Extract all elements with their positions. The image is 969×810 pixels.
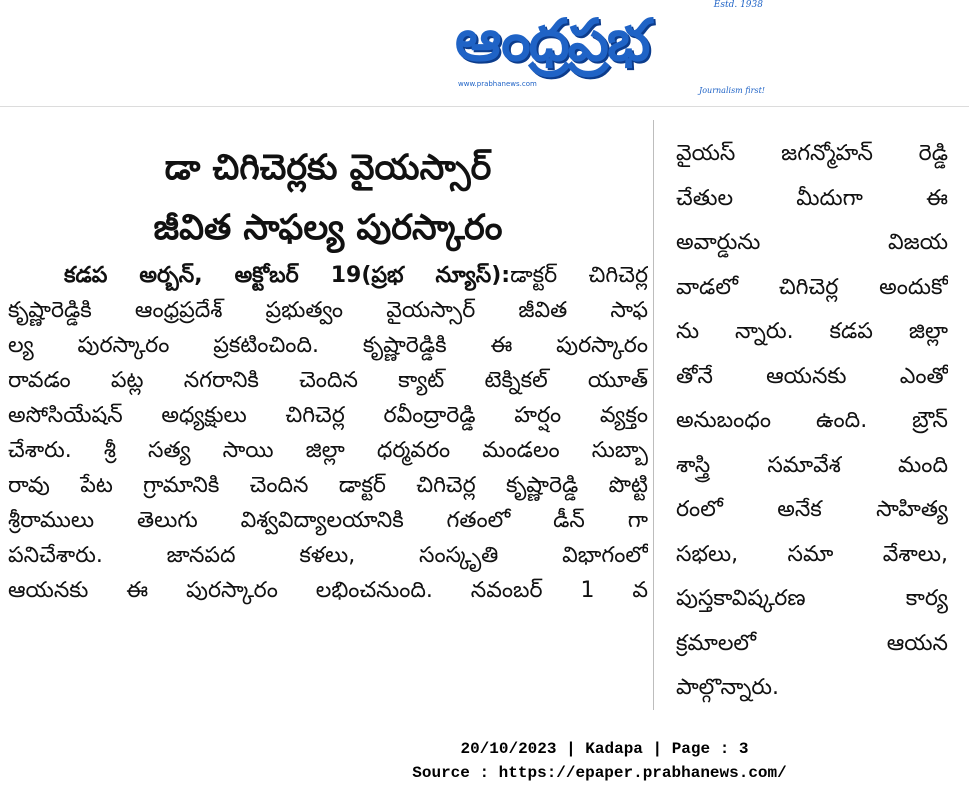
continuation-line: సభలు, సమా వేశాలు, <box>676 541 948 567</box>
body-line: రావు పేట గ్రామానికి చెందిన డాక్టర్ చిగిచెర్ల కృష్ణారెడ్డి పొట్టి <box>8 473 648 498</box>
continuation-line: శాస్త్రి సమావేశ మంది <box>676 452 948 478</box>
continuation-line: క్రమాలలో ఆయన <box>676 630 948 656</box>
body-line: అసోసియేషన్ అధ్యక్షులు చిగిచెర్ల రవీంద్రారెడ్డి హర్షం వ్యక్తం <box>8 403 648 428</box>
article-main-column <box>8 138 648 713</box>
logo-wordmark: ఆంధ్రప్రభ <box>455 6 649 74</box>
first-line-text: డాక్టర్ చిగిచెర్ల <box>510 263 648 288</box>
continuation-line: పుస్తకావిష్కరణ కార్య <box>676 586 948 611</box>
body-line: రావడం పట్ల నగరానికి చెందిన క్యాట్ టెక్నికల్ యూత్ <box>8 368 648 393</box>
footer <box>0 737 969 785</box>
headline-line-2: జీవిత సాఫల్య పురస్కారం <box>153 208 503 248</box>
article-continuation-column <box>676 132 948 707</box>
body-line: చేశారు. శ్రీ సత్య సాయి జిల్లా ధర్మవరం మండలం సుబ్బా <box>8 438 648 463</box>
body-line: శ్రీరాములు తెలుగు విశ్వవిద్యాలయానికి గతంలో డీన్ గా <box>8 508 648 533</box>
headline-line-1: డా చిగిచెర్లకు వైయస్సార్ <box>164 148 492 188</box>
dateline: కడప అర్బన్, అక్టోబర్ 19(ప్రభ న్యూస్): <box>64 263 511 288</box>
body-line: కృష్ణారెడ్డికి ఆంధ్రప్రదేశ్ ప్రభుత్వం వైయస్సార్ జీవిత సాఫ <box>8 298 648 323</box>
continuation-line: చేతుల మీదుగా ఈ <box>676 185 948 211</box>
continuation-line: అనుబంధం ఉంది. బ్రౌన్ <box>676 408 948 433</box>
footer-source-link[interactable]: Source : https://epaper.prabhanews.com/ <box>412 764 787 782</box>
column-divider <box>653 120 654 710</box>
continuation-line: ను న్నారు. కడప జిల్లా <box>676 319 948 344</box>
footer-date-edition: 20/10/2023 | Kadapa | Page : 3 <box>460 740 749 758</box>
body-line: పనిచేశారు. జానపద కళలు, సంస్కృతి విభాగంలో <box>8 543 648 568</box>
newspaper-logo[interactable] <box>455 0 775 100</box>
continuation-line: వాడలో చిగిచెర్ల అందుకో <box>676 274 948 300</box>
website-label: www.prabhanews.com <box>458 80 537 88</box>
continuation-line: రంలో అనేక సాహిత్య <box>676 497 948 522</box>
continuation-line: తోనే ఆయనకు ఎంతో <box>676 363 948 389</box>
established-label: Estd. 1938 <box>713 0 763 10</box>
masthead-divider <box>0 106 969 107</box>
continuation-line: పాల్గొన్నారు. <box>676 675 780 700</box>
article-first-line <box>8 258 648 293</box>
tagline: Journalism first! <box>699 86 765 95</box>
body-line: ల్య పురస్కారం ప్రకటించింది. కృష్ణారెడ్డికి ఈ పురస్కారం <box>8 333 648 358</box>
continuation-line: వైయస్ జగన్మోహన్ రెడ్డి <box>676 141 948 166</box>
continuation-line: అవార్డును విజయ <box>676 230 948 255</box>
body-line: ఆయనకు ఈ పురస్కారం లభించనుంది. నవంబర్ 1 వ <box>8 578 648 603</box>
masthead <box>0 0 969 108</box>
